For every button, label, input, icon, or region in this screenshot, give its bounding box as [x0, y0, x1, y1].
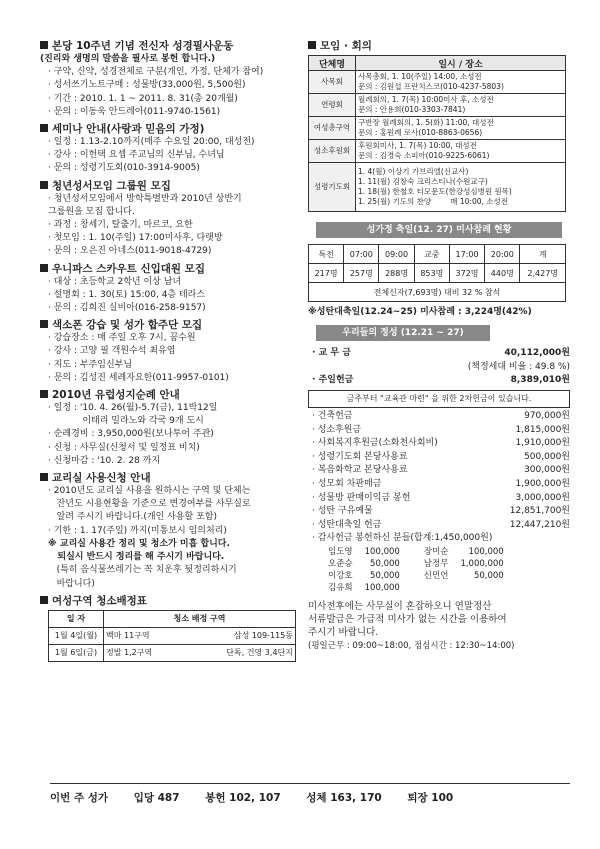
section-title-saxophone: 색소폰 강습 및 성가 합주단 모집 [40, 318, 308, 332]
office-note-line: 서류발급은 가급적 미사가 없는 시간을 이용하여 [308, 614, 507, 626]
table-cell: 440명 [485, 264, 520, 283]
seminar-line: · 강사 : 이헌택 요셉 주교님의 신부님, 수녀님 [48, 150, 225, 161]
section-title-bible-copy: 본당 10주년 기념 전신자 성경필사운동 [40, 39, 308, 53]
column-header: 계 [520, 245, 566, 264]
hymn-label: 이번 주 성가 [50, 792, 109, 804]
offering-value: 970,000원 [524, 410, 570, 421]
youth-line: · 문의 : 오은진 아네스(011-9018-4729) [48, 246, 212, 257]
column-header: 교중 [414, 245, 449, 264]
offering-value: 40,112,000원 [504, 348, 570, 359]
offering-item [308, 347, 570, 361]
offering-value: 3,000,000원 [515, 492, 570, 503]
table-cell [356, 94, 566, 117]
meeting-line: 1. 4(월) 이상기 가브리엘(신교사) [358, 167, 469, 176]
donor-name: 이강호 [328, 570, 353, 581]
cleaning-table [48, 610, 296, 662]
table-row [309, 163, 566, 212]
christmas-attendance-note: ※성탄대축일(12.24~25) 미사참례 : 3,224명(42%) [308, 307, 532, 317]
meeting-line: 문의 : 안용희(010-3303-7841) [358, 105, 466, 114]
section-title-scouts: 우니파스 스카우트 신입대원 모집 [40, 262, 308, 276]
offering-label [308, 361, 312, 375]
table-cell: 백마 11구역 [104, 627, 184, 644]
section-title-pilgrimage: 2010년 유럽성지순례 안내 [40, 388, 308, 402]
table-cell: 정발 1,2구역 [104, 644, 184, 661]
table-cell: 372명 [449, 264, 484, 283]
table-cell: 2,427명 [520, 264, 566, 283]
table-header-row [309, 245, 566, 264]
table-row [309, 140, 566, 163]
offering-value: 12,447,210원 [509, 519, 570, 530]
table-row [322, 546, 510, 558]
classroom-line: · 2010년도 교리실 사용을 원하시는 구역 및 단체는 [48, 486, 251, 497]
attendance-total-note: 전체신자(7,693명) 대비 32 % 참석 [309, 283, 566, 302]
donor-table [322, 546, 510, 594]
meeting-line: 사목총회, 1. 10(주일) 14:00, 소성전 [358, 72, 482, 81]
offering-label: · 성탄 구유예물 [312, 506, 373, 517]
hymn-communion: 성체 163, 170 [306, 792, 382, 804]
table-row [49, 627, 296, 644]
classroom-line: 잔년도 시용현황을 기준으로 변경여부를 사무실로 [48, 499, 251, 510]
table-row [309, 264, 566, 283]
saxophone-line: · 지도 : 부주임신부님 [48, 359, 133, 370]
square-bullet-icon [40, 320, 48, 328]
meetings-table [308, 55, 566, 212]
saxophone-line: · 강습장소 : 매 주일 오후 7시, 꿈수원 [48, 333, 196, 344]
youth-line: · 첫모임 : 1. 10(주일) 17:00미사후, 다랫방 [48, 233, 223, 244]
square-bullet-icon [40, 390, 48, 398]
offering-value: 300,000원 [524, 465, 570, 476]
offering-item [308, 361, 570, 375]
square-bullet-icon [40, 264, 48, 272]
table-row [322, 558, 510, 570]
pilgrimage-line: · 일정 : '10. 4. 26(월)-5.7(금), 11박12일 [48, 403, 218, 414]
table-cell [356, 163, 566, 212]
meeting-line: 구반장 월례회의, 1. 5(화) 11:00, 대성전 [358, 118, 494, 127]
donor-name: 김유희 [328, 582, 353, 593]
pilgrimage-line: · 신청 : 사무실(신청서 및 일정표 비치) [48, 442, 200, 453]
donor-amount: 1,000,000 [460, 558, 504, 569]
offering-value: 1,910,000원 [515, 438, 570, 449]
offering-value: 1,900,000원 [515, 478, 570, 489]
donor-name: 오준승 [328, 558, 353, 569]
table-row [322, 570, 510, 582]
offering-item [308, 424, 570, 438]
meeting-line: 문의 : 홍원례 로사(010-8863-0656) [358, 128, 483, 137]
offering-label: · 감사헌금 봉헌하신 분들(합계:1,450,000원) [312, 533, 493, 544]
pilgrimage-line: · 순례경비 : 3,950,000원(보나투어 주관) [48, 429, 214, 440]
donor-name: 임도영 [328, 546, 353, 557]
offering-label: · 성모회 차판매금 [312, 478, 382, 489]
section-title-meetings: 모임 · 회의 [308, 39, 570, 53]
hymn-footer [50, 783, 570, 805]
column-header: 청소 배정 구역 [104, 610, 296, 627]
section-title-classroom: 교리실 사용신청 안내 [40, 471, 308, 485]
offering-value: 1,815,000원 [515, 424, 570, 435]
hymn-offertory: 봉헌 102, 107 [205, 792, 281, 804]
offering-label: · 성물방 판매이익금 봉헌 [312, 492, 411, 503]
bible-copy-line: · 기간 : 2010. 1. 1 ~ 2011. 8. 31(총 20개월) [48, 93, 238, 104]
offering-label: · 건축헌금 [312, 410, 353, 421]
office-note-line: 주시기 바랍니다. [308, 627, 379, 639]
offering-value: 500,000원 [524, 451, 570, 462]
hymn-entrance: 입당 487 [133, 792, 180, 804]
classroom-notice-line: 퇴실시 반드시 정리를 해 주시기 바랍니다. [48, 552, 225, 563]
offering-label: · 성소후원금 [312, 424, 362, 435]
table-cell [356, 71, 566, 94]
offering-label: · 성령기도회 본당사용료 [312, 451, 408, 462]
section-title-seminar: 세미나 안내(사랑과 믿음의 가정) [40, 122, 308, 136]
offering-item [308, 532, 570, 546]
classroom-line: 알려 주시기 바랍니다.(개인 사용할 포함) [48, 512, 218, 523]
donor-amount [454, 582, 509, 594]
column-header: 07:00 [344, 245, 379, 264]
donor-amount: 50,000 [370, 570, 400, 581]
section-title-cleaning: 여성구역 청소배정표 [40, 594, 308, 608]
attendance-title: 성가정 축일(12. 27) 미사참례 현황 [316, 222, 562, 238]
donor-name: 신민언 [423, 570, 449, 581]
offering-value: 8,389,010원 [510, 375, 570, 386]
offering-value: (책정세대 비율 : 49.8 %) [467, 361, 570, 372]
classroom-notice-line: 바랍니다) [48, 578, 95, 589]
bible-copy-line: · 성서쓰기노트구매 : 성물방(33,000원, 5,500원) [48, 80, 246, 91]
offering-title: 우리들의 정성 (12.21 ~ 27) [316, 325, 490, 341]
donor-amount: 100,000 [468, 546, 504, 557]
donor-name [406, 582, 455, 594]
pilgrimage-line: 이태리 밀라노와 각국 9개 도시 [48, 416, 204, 427]
offering-item [308, 492, 570, 506]
donor-amount: 100,000 [364, 582, 400, 593]
hymn-recessional: 퇴장 100 [407, 792, 454, 804]
attendance-table [308, 244, 566, 302]
square-bullet-icon [40, 473, 48, 481]
offering-item [308, 519, 570, 533]
second-collection-notice: 금주부터 "교육관 마련" 을 위한 2차헌금이 있습니다. [308, 390, 570, 408]
donor-amount: 50,000 [370, 558, 400, 569]
office-note-line: 미사전후에는 사무실이 혼잡하오니 연말정산 [308, 600, 492, 612]
offering-item [308, 437, 570, 451]
left-column [40, 36, 308, 662]
column-header: 09:00 [379, 245, 414, 264]
offering-label: · 교 무 금 [312, 348, 351, 359]
classroom-notice-line: (특히 음식물쓰레기는 꼭 치운후 뒷정리하시기 [48, 565, 237, 576]
square-bullet-icon [308, 41, 316, 49]
meeting-line: 후원회미사, 1. 7(목) 10:00, 대성전 [358, 141, 477, 150]
table-cell: 1월 4일(월) [49, 627, 104, 644]
group-name: 사목회 [309, 71, 356, 94]
pilgrimage-line: · 신청마감 : '10. 2. 28 까지 [48, 455, 161, 466]
donor-name: 장미순 [423, 546, 449, 557]
table-cell: 257명 [344, 264, 379, 283]
bible-copy-subtitle: (진리와 생명의 말씀을 필사로 봉헌 합니다.) [40, 54, 216, 64]
offering-label: · 복음화학교 본당사용료 [312, 465, 408, 476]
table-cell: 단독, 건영 3,4단지 [183, 644, 295, 661]
offering-label: · 성탄대축일 헌금 [312, 519, 382, 530]
classroom-notice-line: ※ 교리실 사용간 정리 및 청소가 미흡 합니다. [48, 538, 230, 549]
scouts-line: · 설명회 : 1. 30(토) 15:00, 4층 테라스 [48, 289, 206, 300]
saxophone-line: · 문의 : 김성진 세례자요한(011-9957-0101) [48, 372, 229, 383]
table-row [322, 582, 510, 594]
youth-line: 그룹원을 모집 합니다. [48, 206, 135, 217]
table-row [309, 283, 566, 302]
table-row [49, 644, 296, 661]
table-row [309, 94, 566, 117]
table-cell: 삼성 109-115동 [183, 627, 295, 644]
table-header-row [49, 610, 296, 627]
donor-amount: 50,000 [473, 570, 504, 581]
donor-name: 남정무 [423, 558, 449, 569]
bible-copy-line: · 문의 : 이동욱 안드레아(011-9740-1561) [48, 106, 221, 117]
offering-label: · 주일헌금 [312, 375, 354, 386]
scouts-line: · 대상 : 초등학교 2학년 이상 남녀 [48, 276, 182, 287]
seminar-line: · 일정 : 1.13-2.10까지(매주 수요일 20:00, 대성전) [48, 137, 255, 148]
offering-item [308, 505, 570, 519]
group-name: 성소후원회 [309, 140, 356, 163]
table-cell: 288명 [379, 264, 414, 283]
meeting-line: 월례회의, 1. 7(목) 10:00미사 후, 소성전 [358, 95, 494, 104]
meeting-line: 1. 11(월) 김창숙 크리스티나(수원교구) [358, 177, 488, 186]
meeting-line: 문의 : 김경숙 소피아(010-9225-6061) [358, 151, 490, 160]
table-row [309, 117, 566, 140]
meeting-line: 1. 18(월) 한철호 티모문도(한강성심병원 원목) [358, 187, 512, 196]
offering-item [308, 464, 570, 478]
column-header: 특전 [309, 245, 344, 264]
table-header-row [309, 56, 566, 71]
table-cell [356, 117, 566, 140]
square-bullet-icon [40, 181, 48, 189]
saxophone-line: · 강사 : 고양 필 객원수석 최유엽 [48, 346, 176, 357]
section-title-youth: 청년성서모임 그룹원 모집 [40, 179, 308, 193]
classroom-line: · 기한 : 1. 17(주일) 까지(미통보시 임의처리) [48, 525, 227, 536]
group-name: 성령기도회 [309, 163, 356, 212]
offering-label: · 사회복지후원금(소화천사회비) [312, 438, 438, 449]
group-name: 연령회 [309, 94, 356, 117]
office-note-line: (평일근무 : 09:00~18:00, 점심시간 : 12:30~14:00) [308, 640, 515, 651]
youth-line: · 청년성서모임에서 방학특별반과 2010년 상반기 [48, 193, 242, 204]
bible-copy-line: · 구약, 신약, 성경전체로 구분(개인, 가정, 단체가 참여) [48, 67, 264, 78]
seminar-line: · 문의 : 성령기도회(010-3914-9005) [48, 163, 200, 174]
offering-item [308, 410, 570, 424]
column-header: 일 자 [49, 610, 104, 627]
table-row [309, 71, 566, 94]
offering-value: 12,851,700원 [509, 506, 570, 517]
table-cell: 853명 [414, 264, 449, 283]
column-header: 20:00 [485, 245, 520, 264]
offering-item [308, 451, 570, 465]
square-bullet-icon [40, 124, 48, 132]
group-name: 여성총구역 [309, 117, 356, 140]
meeting-line: 문의 : 김원섭 프란치스코(010-4237-5803) [358, 82, 504, 91]
offering-item [308, 478, 570, 492]
square-bullet-icon [40, 41, 48, 49]
table-cell: 1월 6일(금) [49, 644, 104, 661]
youth-line: · 과정 : 창세기, 탈출기, 마르코, 요한 [48, 220, 193, 231]
table-cell [356, 140, 566, 163]
table-cell: 217명 [309, 264, 344, 283]
column-header: 단체명 [309, 56, 356, 71]
right-column [308, 36, 570, 653]
offering-item [308, 374, 570, 388]
square-bullet-icon [40, 596, 48, 604]
column-header: 일시 / 장소 [356, 56, 566, 71]
donor-amount: 100,000 [364, 546, 400, 557]
column-header: 17:00 [449, 245, 484, 264]
scouts-line: · 문의 : 김희진 실비아(016-258-9157) [48, 303, 206, 314]
meeting-line: 1. 25(월) 기도의 찬양 매 10:00, 소성전 [358, 197, 508, 206]
